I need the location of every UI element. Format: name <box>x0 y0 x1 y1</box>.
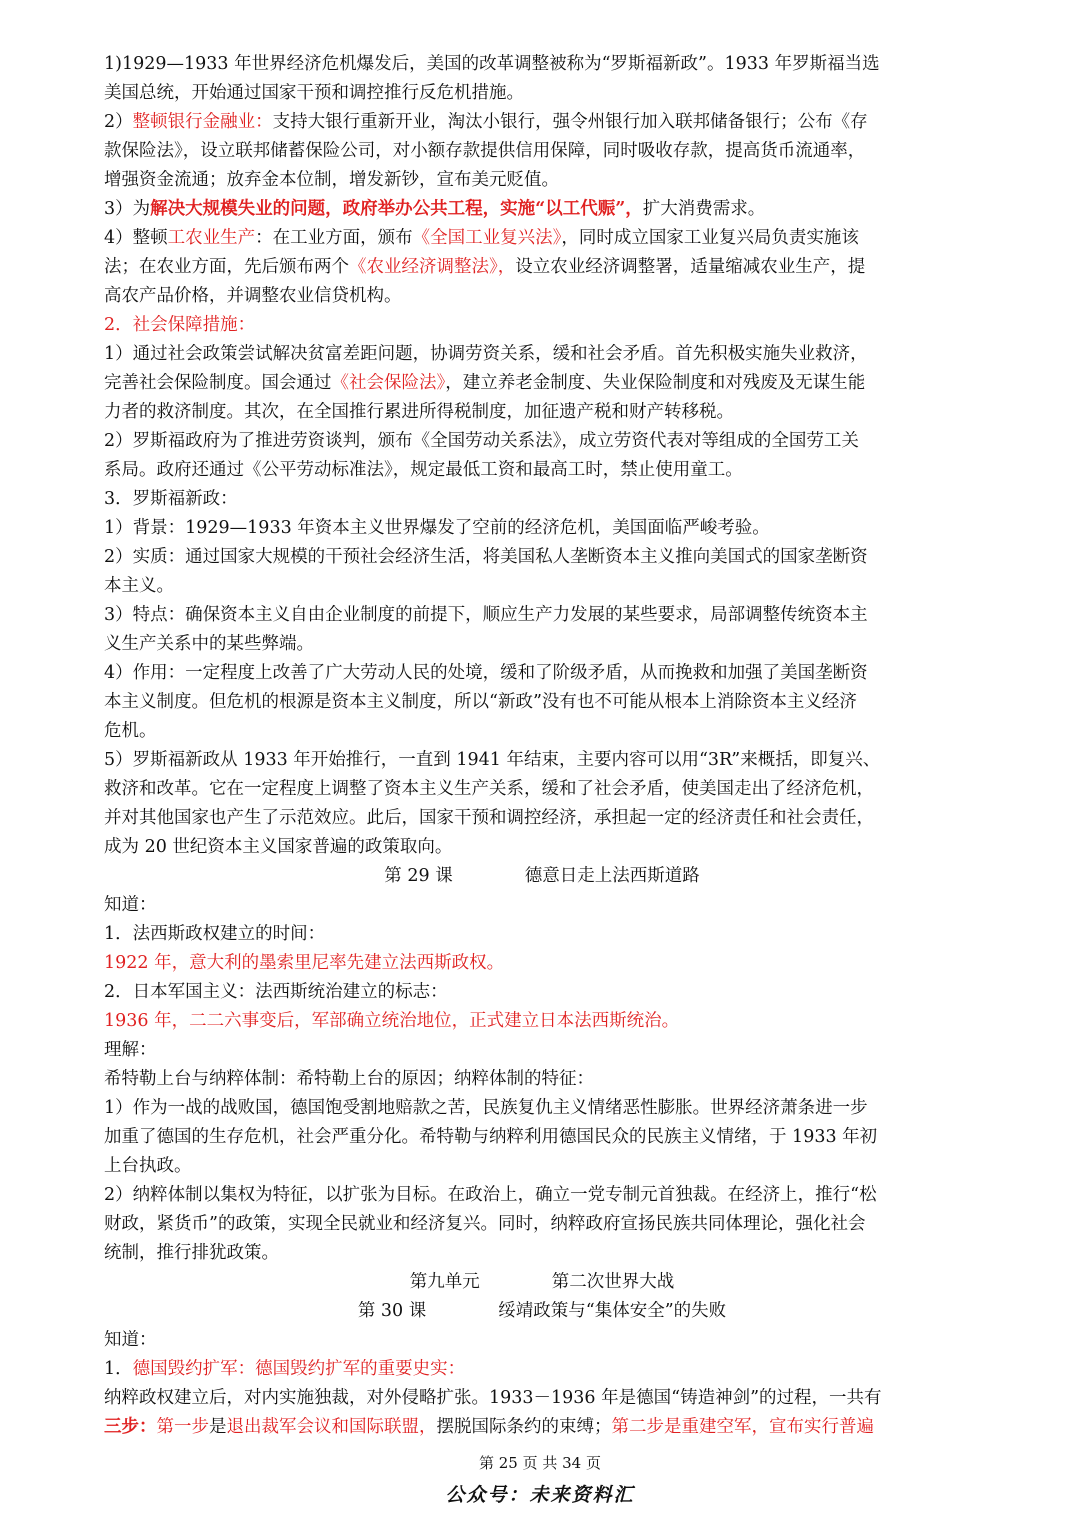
text-span: 美国总统，开始通过国家干预和调控推行反危机措施。 <box>104 83 524 103</box>
text-span: 绥靖政策与“集体安全”的失败 <box>498 1301 727 1321</box>
document-body <box>104 50 980 1442</box>
text-span: 第 29 课 <box>384 866 453 886</box>
text-line <box>104 1181 980 1210</box>
text-span: 4）作用：一定程度上改善了广大劳动人民的处境，缓和了阶级矛盾，从而挽救和加强了美国垄断资 <box>104 663 868 683</box>
text-line <box>104 79 980 108</box>
text-line <box>104 456 980 485</box>
text-line <box>104 775 980 804</box>
text-line <box>104 485 980 514</box>
highlighted-text: 2．社会保障措施： <box>104 315 256 335</box>
text-span: 第九单元 <box>409 1272 480 1292</box>
highlighted-text: 第二步是重建空军，宣布实行普遍 <box>611 1417 874 1437</box>
text-line <box>104 311 980 340</box>
text-span: 危机。 <box>104 721 157 741</box>
text-line <box>104 195 980 224</box>
text-line <box>104 1036 980 1065</box>
text-line <box>104 253 980 282</box>
text-span: 成为 20 世纪资本主义国家普遍的政策取向。 <box>104 837 453 857</box>
text-line <box>104 108 980 137</box>
text-line <box>104 282 980 311</box>
text-span: 系局。政府还通过《公平劳动标准法》，规定最低工资和最高工时，禁止使用童工。 <box>104 460 743 480</box>
text-line <box>104 688 980 717</box>
text-span: 并对其他国家也产生了示范效应。此后，国家干预和调控经济，承担起一定的经济责任和社会责任， <box>104 808 874 828</box>
text-span: 2）实质：通过国家大规模的干预社会经济生活，将美国私人垄断资本主义推向美国式的国家垄断资 <box>104 547 868 567</box>
text-span: 上台执政。 <box>104 1156 192 1176</box>
text-line <box>104 543 980 572</box>
highlighted-text: 《农业经济调整法》， <box>349 257 516 277</box>
highlighted-text: 第一步 <box>156 1417 209 1437</box>
text-span: 财政，紧货币”的政策，实现全民就业和经济复兴。同时，纳粹政府宣扬民族共同体理论，强化社会 <box>104 1214 866 1234</box>
highlighted-text: 解决大规模失业的问题，政府举办公共工程，实施“以工代赈”， <box>150 199 643 219</box>
text-span: 统制，推行排犹政策。 <box>104 1243 279 1263</box>
text-line <box>104 630 980 659</box>
text-line <box>104 978 980 1007</box>
text-span: 本主义制度。但危机的根源是资本主义制度，所以“新政”没有也不可能从根本上消除资本主义经济 <box>104 692 857 712</box>
wechat-account-label: 公众号：未来资料汇 <box>445 1484 635 1506</box>
text-line <box>104 1413 980 1442</box>
highlighted-text: 《全国工业复兴法》 <box>412 228 562 248</box>
text-line <box>104 340 980 369</box>
text-span: 本主义。 <box>104 576 174 596</box>
highlighted-text: 整顿银行金融业： <box>132 112 273 132</box>
text-line <box>104 1239 980 1268</box>
text-span: 款保险法》，设立联邦储蓄保险公司，对小额存款提供信用保障，同时吸收存款，提高货币流通率， <box>104 141 866 161</box>
highlighted-text: 德国毁约扩军：德国毁约扩军的重要史实： <box>132 1359 466 1379</box>
section-heading <box>104 1297 980 1326</box>
text-span: 增强资金流通；放弃金本位制，增发新钞，宣布美元贬值。 <box>104 170 559 190</box>
text-line <box>104 166 980 195</box>
section-heading <box>104 1268 980 1297</box>
text-span: 1）作为一战的战败国，德国饱受割地赔款之苦，民族复仇主义情绪恶性膨胀。世界经济萧条进一步 <box>104 1098 868 1118</box>
text-span: 4）整顿 <box>104 228 168 248</box>
text-span: 希特勒上台与纳粹体制：希特勒上台的原因；纳粹体制的特征： <box>104 1069 594 1089</box>
text-line <box>104 1065 980 1094</box>
highlighted-text: 工农业生产 <box>167 228 256 248</box>
text-span: 2）罗斯福政府为了推进劳资谈判，颁布《全国劳动关系法》，成立劳资代表对等组成的全国劳工关 <box>104 431 859 451</box>
text-span: 扩大消费需求。 <box>642 199 766 219</box>
text-line <box>104 891 980 920</box>
text-span: 救济和改革。它在一定程度上调整了资本主义生产关系，缓和了社会矛盾，使美国走出了经济危机， <box>104 779 874 799</box>
text-span: 1）通过社会政策尝试解决贫富差距问题，协调劳资关系，缓和社会矛盾。首先积极实施失业救济， <box>104 344 868 364</box>
text-line <box>104 572 980 601</box>
text-span: 是 <box>209 1417 227 1437</box>
text-span: 法；在农业方面，先后颁布两个 <box>104 257 349 277</box>
text-span: 1．法西斯政权建立的时间： <box>104 924 326 944</box>
text-span: 知道： <box>104 1330 157 1350</box>
text-line <box>104 717 980 746</box>
text-span: 知道： <box>104 895 157 915</box>
text-span: 力者的救济制度。其次，在全国推行累进所得税制度，加征遗产税和财产转移税。 <box>104 402 734 422</box>
text-line <box>104 1094 980 1123</box>
text-line <box>104 398 980 427</box>
text-span: ，建立养老金制度、失业保险制度和对残废及无谋生能 <box>445 373 866 393</box>
text-line <box>104 659 980 688</box>
highlighted-text: 退出裁军会议和国际联盟， <box>226 1417 437 1437</box>
text-line <box>104 514 980 543</box>
highlighted-text: 1922 年，意大利的墨索里尼率先建立法西斯政权。 <box>104 953 505 973</box>
text-span: 2．日本军国主义：法西斯统治建立的标志： <box>104 982 448 1002</box>
text-span: ：在工业方面，颁布 <box>255 228 413 248</box>
text-line <box>104 1152 980 1181</box>
text-span: 设立农业经济调整署，适量缩减农业生产，提 <box>515 257 866 277</box>
text-span: 摆脱国际条约的束缚； <box>436 1417 612 1437</box>
section-heading <box>104 862 980 891</box>
highlighted-text: 1936 年，二二六事变后，军部确立统治地位，正式建立日本法西斯统治。 <box>104 1011 680 1031</box>
text-line <box>104 746 980 775</box>
text-line <box>104 804 980 833</box>
text-span: 3）特点：确保资本主义自由企业制度的前提下，顺应生产力发展的某些要求，局部调整传统资本主 <box>104 605 868 625</box>
text-span: 1． <box>104 1359 133 1379</box>
text-span: 第二次世界大战 <box>551 1272 675 1292</box>
text-line <box>104 427 980 456</box>
text-span: 第 30 课 <box>357 1301 427 1321</box>
text-span: 1)1929—1933 年世界经济危机爆发后，美国的改革调整被称为“罗斯福新政”。1933 年罗斯福当选 <box>104 54 880 74</box>
text-line <box>104 1123 980 1152</box>
highlighted-text: 三步： <box>104 1417 157 1437</box>
text-span: 德意日走上法西斯道路 <box>524 866 700 886</box>
highlighted-text: 《社会保险法》 <box>331 373 446 393</box>
text-line <box>104 949 980 978</box>
text-line <box>104 1007 980 1036</box>
text-line <box>104 137 980 166</box>
text-span: 5）罗斯福新政从 1933 年开始推行，一直到 1941 年结束，主要内容可以用“3R”来概括，即复兴、 <box>104 750 881 770</box>
text-line <box>104 50 980 79</box>
text-line <box>104 1355 980 1384</box>
text-span: 支持大银行重新开业，淘汰小银行，强令州银行加入联邦储备银行；公布《存 <box>272 112 868 132</box>
text-span: 2）纳粹体制以集权为特征，以扩张为目标。在政治上，确立一党专制元首独裁。在经济上，推行“松 <box>104 1185 877 1205</box>
text-line <box>104 369 980 398</box>
text-line <box>104 1326 980 1355</box>
text-line <box>104 1210 980 1239</box>
text-line <box>104 601 980 630</box>
text-span: 3）为 <box>104 199 151 219</box>
text-line <box>104 224 980 253</box>
text-line <box>104 920 980 949</box>
text-span: 加重了德国的生存危机，社会严重分化。希特勒与纳粹利用德国民众的民族主义情绪，于 1933 年初 <box>104 1127 878 1147</box>
page-number: 第 25 页 共 34 页 <box>478 1454 601 1472</box>
text-span: ，同时成立国家工业复兴局负责实施该 <box>561 228 859 248</box>
text-line <box>104 1384 980 1413</box>
text-span: 纳粹政权建立后，对内实施独裁，对外侵略扩张。1933－1936 年是德国“铸造神剑”的过程，一共有 <box>104 1388 882 1408</box>
text-span: 完善社会保险制度。国会通过 <box>104 373 332 393</box>
text-span: 高农产品价格，并调整农业信贷机构。 <box>104 286 402 306</box>
text-span: 3．罗斯福新政： <box>104 489 238 509</box>
text-span: 2） <box>104 112 133 132</box>
text-span: 理解： <box>104 1040 157 1060</box>
text-span: 1）背景：1929—1933 年资本主义世界爆发了空前的经济危机，美国面临严峻考验。 <box>104 518 770 538</box>
text-span: 义生产关系中的某些弊端。 <box>104 634 314 654</box>
text-line <box>104 833 980 862</box>
